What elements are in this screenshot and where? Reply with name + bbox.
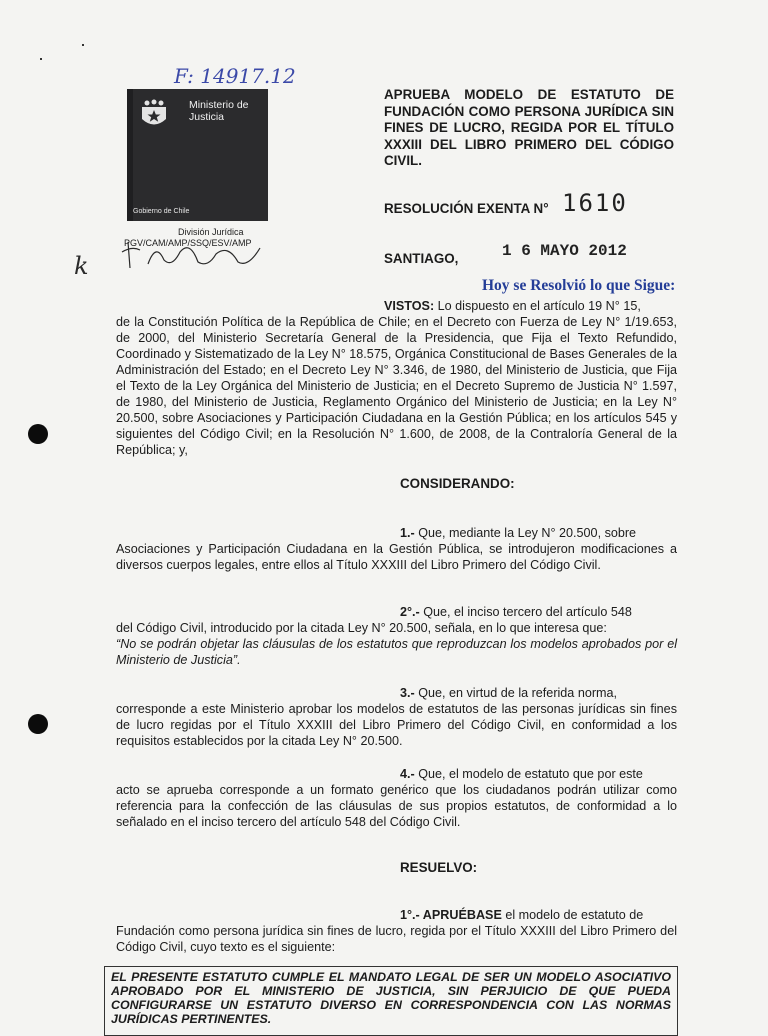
scan-speck xyxy=(82,44,84,46)
resuelvo-1-first-text: el modelo de estatuto de xyxy=(501,908,644,922)
considerando-2-first-line xyxy=(116,604,677,620)
considerando-heading: CONSIDERANDO: xyxy=(400,476,515,491)
binder-hole xyxy=(28,714,48,734)
considerando-1 xyxy=(116,525,677,573)
considerando-3-first-text: Que, en virtud de la referida norma, xyxy=(414,686,618,700)
resuelvo-1-number: 1°.- xyxy=(400,908,420,922)
drafter-initials: PGV/CAM/AMP/SSQ/ESV/AMP xyxy=(124,238,252,248)
resuelvo-1-first-line xyxy=(116,907,677,923)
considerando-2 xyxy=(116,604,677,668)
binder-hole xyxy=(28,424,48,444)
resolved-stamp: Hoy se Resolvió lo que Sigue: xyxy=(482,277,676,294)
vistos-first-text: Lo dispuesto en el artículo 19 N° 15, xyxy=(434,299,641,313)
handwritten-file-ref: F: 14917.12 xyxy=(174,64,296,88)
resuelvo-1-verb: APRUÉBASE xyxy=(419,908,502,922)
vistos-paragraph xyxy=(116,298,677,458)
logo-footer: Gobierno de Chile xyxy=(133,208,190,215)
logo-ministry-line2: Justicia xyxy=(189,111,225,123)
statute-notice-box xyxy=(104,966,678,1036)
resuelvo-heading: RESUELVO: xyxy=(400,860,478,875)
resuelvo-1-text: Fundación como persona jurídica sin fines de lucro, regida por el Título XXXIII del Libro Primero del Código Civil, cuyo texto es el siguiente: xyxy=(116,924,677,954)
scan-speck xyxy=(40,58,42,60)
considerando-4-number: 4.- xyxy=(400,767,415,781)
considerando-1-number: 1.- xyxy=(400,526,415,540)
vistos-text: de la Constitución Política de la República de Chile; en el Decreto con Fuerza de Ley N° 1/19.653, de 2000, del Ministerio Secretaría General de la Presidencia, que Fija el Texto Refundido, Coordinado y Sistematizado de la Ley N° 18.575, Orgánica Constitucional de Bases Generales de la Administración del Estado; en el Decreto Ley N° 3.346, de 1980, del Ministerio de Justicia, que Fija el Texto de la Ley Orgánica del Ministerio de Justicia; en el Decreto Supremo de Justicia N° 1.597, de 1980, del Ministerio de Justicia, Reglamento Orgánico del Ministerio de Justicia; en la Ley N° 20.500, sobre Asociaciones y Participación Ciudadana en la Gestión Pública; en los artículos 545 y siguientes del Código Civil; en la Resolución N° 1.600, de 2008, de la Contraloría General de la República; y, xyxy=(116,315,677,457)
considerando-1-first-text: Que, mediante la Ley N° 20.500, sobre xyxy=(414,526,637,540)
considerando-4-text: acto se aprueba corresponde a un formato genérico que los ciudadanos podrán utilizar como referencia para la confección de las cláusulas de sus propios estatutos, de conformidad a lo señalado en el inciso tercero del artículo 548 del Código Civil. xyxy=(116,783,677,829)
considerando-2-text: del Código Civil, introducido por la citada Ley N° 20.500, señala, en lo que interesa que: xyxy=(116,621,607,635)
logo-ministry-name xyxy=(189,99,249,123)
considerando-1-text: Asociaciones y Participación Ciudadana en la Gestión Pública, se introdujeron modificaciones a diversos cuerpos legales, entre ellos al Título XXXIII del Libro Primero del Código Civil. xyxy=(116,542,677,572)
considerando-3-first-line xyxy=(116,685,677,701)
considerando-3-number: 3.- xyxy=(400,686,415,700)
city-label: SANTIAGO, xyxy=(384,251,459,266)
considerando-2-first-text: Que, el inciso tercero del artículo 548 xyxy=(419,605,632,619)
date-stamp: 1 6 MAYO 2012 xyxy=(502,242,627,260)
resolution-number-stamp: 1610 xyxy=(562,189,628,217)
resolution-label: RESOLUCIÓN EXENTA N° xyxy=(384,201,549,216)
considerando-2-number: 2°.- xyxy=(400,605,420,619)
considerando-2-quote: “No se podrán objetar las cláusulas de los estatutos que reproduzcan los modelos aprobados por el Ministerio de Justicia”. xyxy=(116,637,677,667)
document-title: APRUEBA MODELO DE ESTATUTO DE FUNDACIÓN COMO PERSONA JURÍDICA SIN FINES DE LUCRO, REGIDA POR EL TÍTULO XXXIII DEL LIBRO PRIMERO DEL CÓDIGO CIVIL. xyxy=(384,87,674,168)
logo-ministry-line1: Ministerio de xyxy=(189,99,249,111)
considerando-3-text: corresponde a este Ministerio aprobar los modelos de estatutos de las personas jurídicas sin fines de lucro regidas por el Título XXXIII del Libro Primero del Código Civil, en conformidad a los requisitos establecidos por la citada Ley N° 20.500. xyxy=(116,702,677,748)
chile-coat-of-arms-icon xyxy=(139,99,169,131)
considerando-4-first-text: Que, el modelo de estatuto que por este xyxy=(414,767,643,781)
considerando-4-first-line xyxy=(116,766,677,782)
ministry-logo xyxy=(127,89,268,221)
logo-stripe xyxy=(127,89,133,221)
vistos-first-line xyxy=(116,298,677,314)
considerando-3 xyxy=(116,685,677,749)
considerando-1-first-line xyxy=(116,525,677,541)
signature-scribble xyxy=(120,238,270,274)
considerando-4 xyxy=(116,766,677,830)
vistos-label: VISTOS: xyxy=(384,299,435,313)
division-label: División Jurídica xyxy=(178,227,244,237)
handwritten-margin-initials: k xyxy=(74,252,89,280)
resuelvo-1 xyxy=(116,907,677,955)
statute-notice-text: EL PRESENTE ESTATUTO CUMPLE EL MANDATO LEGAL DE SER UN MODELO ASOCIATIVO APROBADO POR EL MINISTERIO DE JUSTICIA, SIN PERJUICIO DE QUE PUEDA CONFIGURARSE UN ESTATUTO DIVERSO EN CORRESPONDENCIA CON LAS NORMAS JURÍDICAS PERTINENTES. xyxy=(111,970,671,1026)
